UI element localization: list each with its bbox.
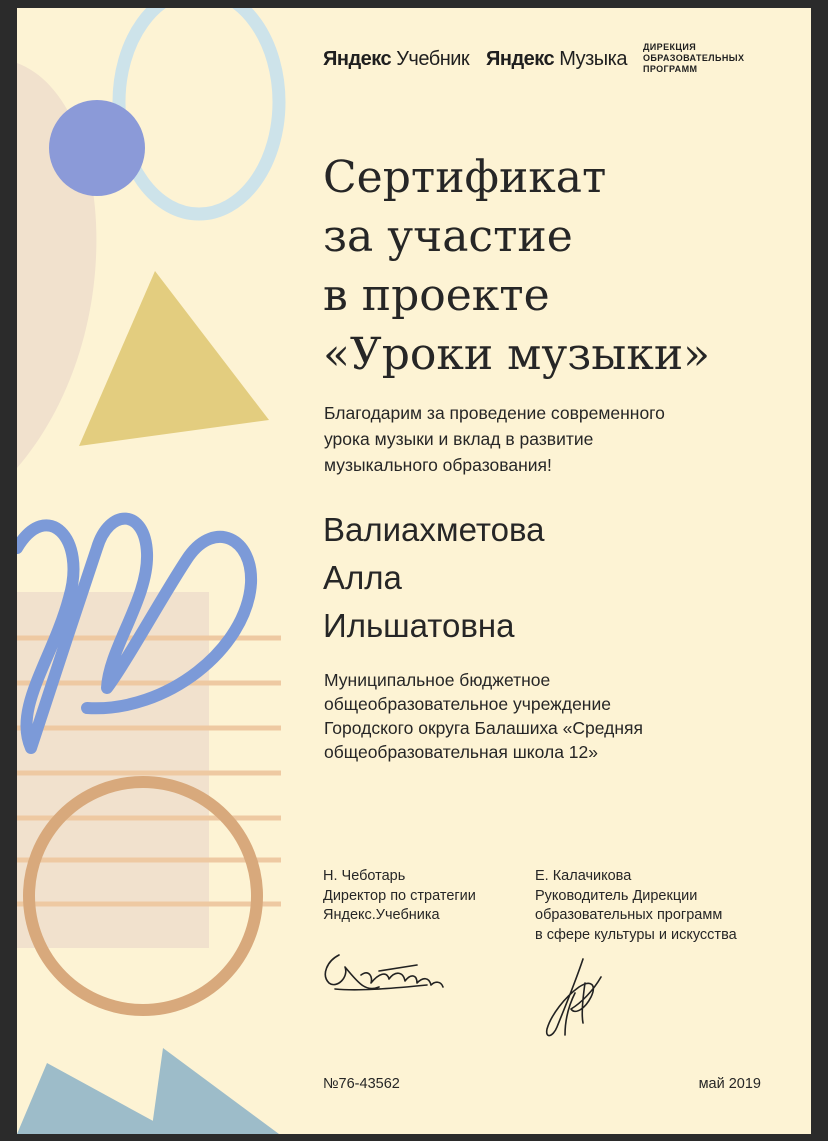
organization-line: общеобразовательное учреждение [324,694,611,714]
logo-brand: Яндекс [323,48,392,70]
signatory-position: в сфере культуры и искусства [535,926,737,943]
directorate-logo-line: ОБРАЗОВАТЕЛЬНЫХ [643,53,745,63]
certificate-date: май 2019 [698,1076,761,1092]
signatory-position: Руководитель Дирекции [535,887,698,904]
organization-line: Муниципальное бюджетное [324,670,551,690]
thanks-text [324,400,754,478]
title-line: за участие [323,211,573,262]
thanks-line: музыкального образования! [324,455,552,475]
signatory-name: Е. Калачикова [535,868,632,884]
light-blue-ring-shape [119,8,279,214]
recipient-first-name: Алла [323,559,402,596]
thanks-line: урока музыки и вклад в развитие [324,429,594,449]
yandex-muzyka-logo [486,48,627,71]
logo-brand: Яндекс [486,48,555,70]
logo-product: Музыка [559,48,627,70]
signatory-position: Яндекс.Учебника [323,907,440,923]
signatory-position: Директор по стратегии [323,887,476,904]
certificate-title [323,148,710,384]
signatory-kalachikova [535,867,737,945]
organization-line: общеобразовательная школа 12» [324,742,599,762]
logo-product: Учебник [396,48,470,70]
header-logos [323,42,783,92]
directorate-logo [643,42,744,75]
title-line: в проекте [323,270,550,321]
signatory-position: образовательных программ [535,907,723,923]
recipient-surname: Валиахметова [323,511,545,548]
yandex-uchebnik-logo [323,48,469,71]
certificate-number: №76-43562 [323,1076,400,1092]
organization-name [324,668,643,764]
title-line: Сертификат [323,152,607,203]
kalachikova-signature [535,953,625,1043]
bottom-center-triangle-shape [151,1048,279,1134]
signatory-name: Н. Чеботарь [323,868,406,884]
certificate-page [17,8,811,1134]
directorate-logo-line: ДИРЕКЦИЯ [643,42,697,52]
thanks-line: Благодарим за проведение современного [324,403,665,423]
recipient-patronymic: Ильшатовна [323,607,515,644]
title-line: «Уроки музыки» [323,329,711,380]
chebotar-signature [317,941,457,1001]
yellow-triangle-shape [79,271,269,446]
recipient-name [323,506,544,650]
directorate-logo-line: ПРОГРАММ [643,64,698,74]
signatory-chebotar [323,867,476,926]
organization-line: Городского округа Балашиха «Средняя [324,718,643,738]
blue-circle-shape [49,100,145,196]
